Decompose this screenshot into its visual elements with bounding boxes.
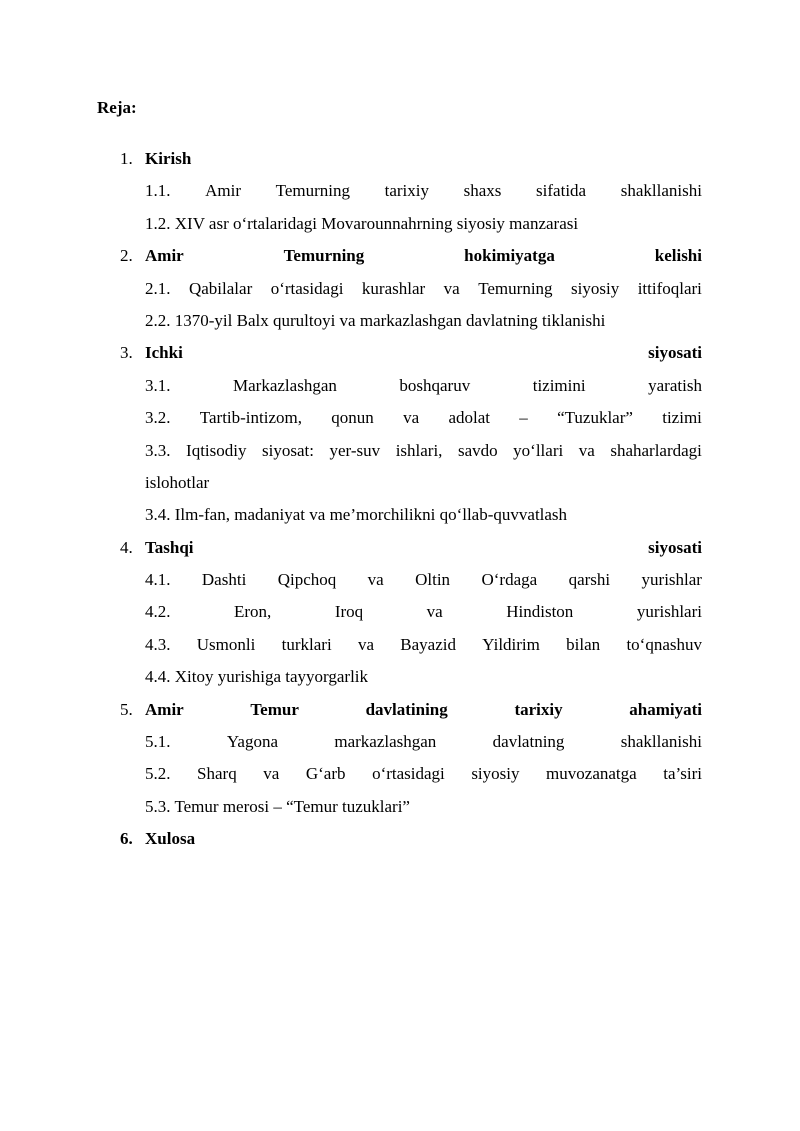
subsection-word: siyosiy: [471, 764, 520, 784]
subsection-text: [145, 439, 702, 463]
subsection-text: [145, 406, 702, 430]
subsection-word: Yildirim: [482, 634, 540, 654]
subsection-word: kurashlar: [361, 278, 426, 298]
subsection-word: G‘arb: [305, 764, 346, 784]
subsection-word: 3.1.: [145, 375, 171, 395]
subsection-word: yurishlari: [636, 602, 702, 622]
section-number: 3.: [120, 343, 133, 363]
subsection-word: ta’siri: [663, 764, 702, 784]
subsection-word: O‘rdaga: [481, 570, 538, 590]
subsection-line: [0, 665, 800, 697]
section-number: 5.: [120, 699, 133, 719]
subsection-line: [0, 212, 800, 244]
subsection-word: shakllanishi: [620, 181, 702, 201]
section-title-word: Temurning: [283, 246, 365, 266]
subsection-word: Iqtisodiy: [186, 440, 247, 460]
section-title: [145, 147, 191, 171]
section-number: 6.: [120, 829, 133, 849]
subsection-line: [0, 309, 800, 341]
subsection-word: va: [403, 408, 420, 428]
subsection-word: markazlashgan: [334, 732, 437, 752]
subsection-text: 1.2. XIV asr o‘rtalaridagi Movarounnahrning siyosiy manzarasi: [145, 213, 579, 233]
plan-heading: Reja:: [97, 98, 137, 117]
subsection-text: 2.2. 1370-yil Balx qurultoyi va markazlashgan davlatning tiklanishi: [145, 310, 606, 330]
subsection-word: Temurning: [275, 181, 350, 201]
section-title: [145, 536, 702, 560]
subsection-text: [145, 600, 702, 624]
section-title: [145, 244, 702, 268]
subsection-line: [0, 439, 800, 471]
section-title-word: Ichki: [145, 343, 183, 363]
section-title-word: siyosati: [648, 537, 702, 557]
section-title-word: Tashqi: [145, 537, 194, 557]
subsection-word: Yagona: [226, 732, 279, 752]
subsection-word: yaratish: [648, 375, 702, 395]
subsection-word: o‘rtasidagi: [372, 764, 445, 784]
subsection-line: [0, 277, 800, 309]
section-title-word: siyosati: [648, 343, 702, 363]
section-number: 4.: [120, 537, 133, 557]
subsection-word: va: [357, 634, 374, 654]
section-title-line: [0, 244, 800, 276]
subsection-word: 5.2.: [145, 764, 171, 784]
section-title-word: Temur: [250, 699, 299, 719]
plan-outline: [0, 147, 800, 860]
subsection-word: Qipchoq: [277, 570, 337, 590]
subsection-word: to‘qnashuv: [626, 634, 702, 654]
subsection-text: [145, 374, 702, 398]
subsection-word: savdo: [457, 440, 498, 460]
subsection-line: [0, 762, 800, 794]
subsection-line: [0, 471, 800, 503]
subsection-word: Iroq: [334, 602, 364, 622]
subsection-word: 4.3.: [145, 634, 171, 654]
subsection-word: ishlari,: [395, 440, 443, 460]
subsection-word: bilan: [566, 634, 601, 654]
subsection-word: tizimini: [532, 375, 586, 395]
subsection-word: davlatning: [492, 732, 565, 752]
subsection-word: va: [426, 602, 443, 622]
subsection-word: boshqaruv: [399, 375, 471, 395]
section-title-line: [0, 536, 800, 568]
subsection-line: [0, 374, 800, 406]
subsection-line: [0, 795, 800, 827]
subsection-word: Sharq: [197, 764, 237, 784]
section-title-word: Amir: [145, 246, 184, 266]
subsection-word: Dashti: [201, 570, 247, 590]
subsection-word: Bayazid: [400, 634, 456, 654]
section-title-word: davlatining: [365, 699, 448, 719]
subsection-word: shakllanishi: [620, 732, 702, 752]
section-title-line: [0, 698, 800, 730]
subsection-line: [0, 633, 800, 665]
subsection-word: tarixiy: [384, 181, 430, 201]
subsection-word: –: [519, 408, 528, 428]
section-title-line: [0, 341, 800, 373]
section-number: 1.: [120, 149, 133, 168]
section-title-word: Xulosa: [145, 829, 196, 849]
subsection-word: shaxs: [463, 181, 502, 201]
section-title-line: [0, 147, 800, 179]
subsection-word: Markazlashgan: [233, 375, 337, 395]
subsection-line: [0, 503, 800, 535]
subsection-word: 4.1.: [145, 570, 171, 590]
section-title-line: [0, 827, 800, 859]
subsection-word: va: [367, 570, 384, 590]
subsection-word: va: [263, 764, 280, 784]
subsection-line: [0, 179, 800, 211]
subsection-line: [0, 600, 800, 632]
subsection-line: [0, 406, 800, 438]
section-title: [145, 827, 195, 851]
subsection-text: [145, 568, 702, 592]
subsection-word: Eron,: [234, 602, 272, 622]
subsection-word: o‘rtasidagi: [270, 278, 344, 298]
subsection-word: 3.2.: [145, 408, 171, 428]
subsection-word: Usmonli: [196, 634, 256, 654]
subsection-word: va: [443, 278, 460, 298]
subsection-word: 3.3.: [145, 440, 171, 460]
subsection-text: 5.3. Temur merosi – “Temur tuzuklari”: [145, 796, 410, 816]
subsection-word: Temurning: [478, 278, 553, 298]
subsection-word: Oltin: [415, 570, 451, 590]
subsection-text: [145, 179, 702, 203]
subsection-word: yurishlar: [641, 570, 702, 590]
subsection-text: [145, 762, 702, 786]
subsection-word: tizimi: [662, 408, 702, 428]
subsection-word: Tartib-intizom,: [199, 408, 302, 428]
subsection-word: muvozanatga: [546, 764, 637, 784]
subsection-word: shaharlardagi: [610, 440, 702, 460]
section-title-word: Amir: [145, 699, 184, 719]
subsection-word: Amir: [205, 181, 242, 201]
subsection-text: islohotlar: [145, 472, 210, 492]
section-number: 2.: [120, 246, 133, 266]
subsection-word: 4.2.: [145, 602, 171, 622]
section-title-word: hokimiyatga: [464, 246, 555, 266]
section-title-word: tarixiy: [514, 699, 563, 719]
subsection-word: Hindiston: [506, 602, 574, 622]
subsection-word: siyosat:: [262, 440, 314, 460]
subsection-text: [145, 277, 702, 301]
subsection-text: 4.4. Xitoy yurishiga tayyorgarlik: [145, 667, 369, 687]
subsection-word: turklari: [281, 634, 332, 654]
subsection-line: [0, 568, 800, 600]
section-title-word: Kirish: [145, 149, 192, 168]
section-title-word: ahamiyati: [629, 699, 702, 719]
subsection-word: ittifoqlari: [637, 278, 702, 298]
subsection-word: siyosiy: [571, 278, 620, 298]
subsection-text: 3.4. Ilm-fan, madaniyat va me’morchilikni qo‘llab-quvvatlash: [145, 505, 568, 525]
subsection-word: Qabilalar: [188, 278, 253, 298]
subsection-word: sifatida: [536, 181, 587, 201]
subsection-word: qarshi: [568, 570, 611, 590]
subsection-line: [0, 730, 800, 762]
subsection-text: [145, 633, 702, 657]
subsection-word: adolat: [448, 408, 490, 428]
subsection-word: 5.1.: [145, 732, 171, 752]
subsection-word: 1.1.: [145, 181, 171, 201]
subsection-word: yer-suv: [329, 440, 381, 460]
subsection-word: yo‘llari: [513, 440, 564, 460]
section-title: [145, 698, 702, 722]
subsection-word: “Tuzuklar”: [557, 408, 633, 428]
section-title-word: kelishi: [654, 246, 702, 266]
subsection-text: [145, 730, 702, 754]
subsection-word: qonun: [331, 408, 374, 428]
subsection-word: va: [578, 440, 595, 460]
section-title: [145, 341, 702, 365]
subsection-word: 2.1.: [145, 278, 171, 298]
